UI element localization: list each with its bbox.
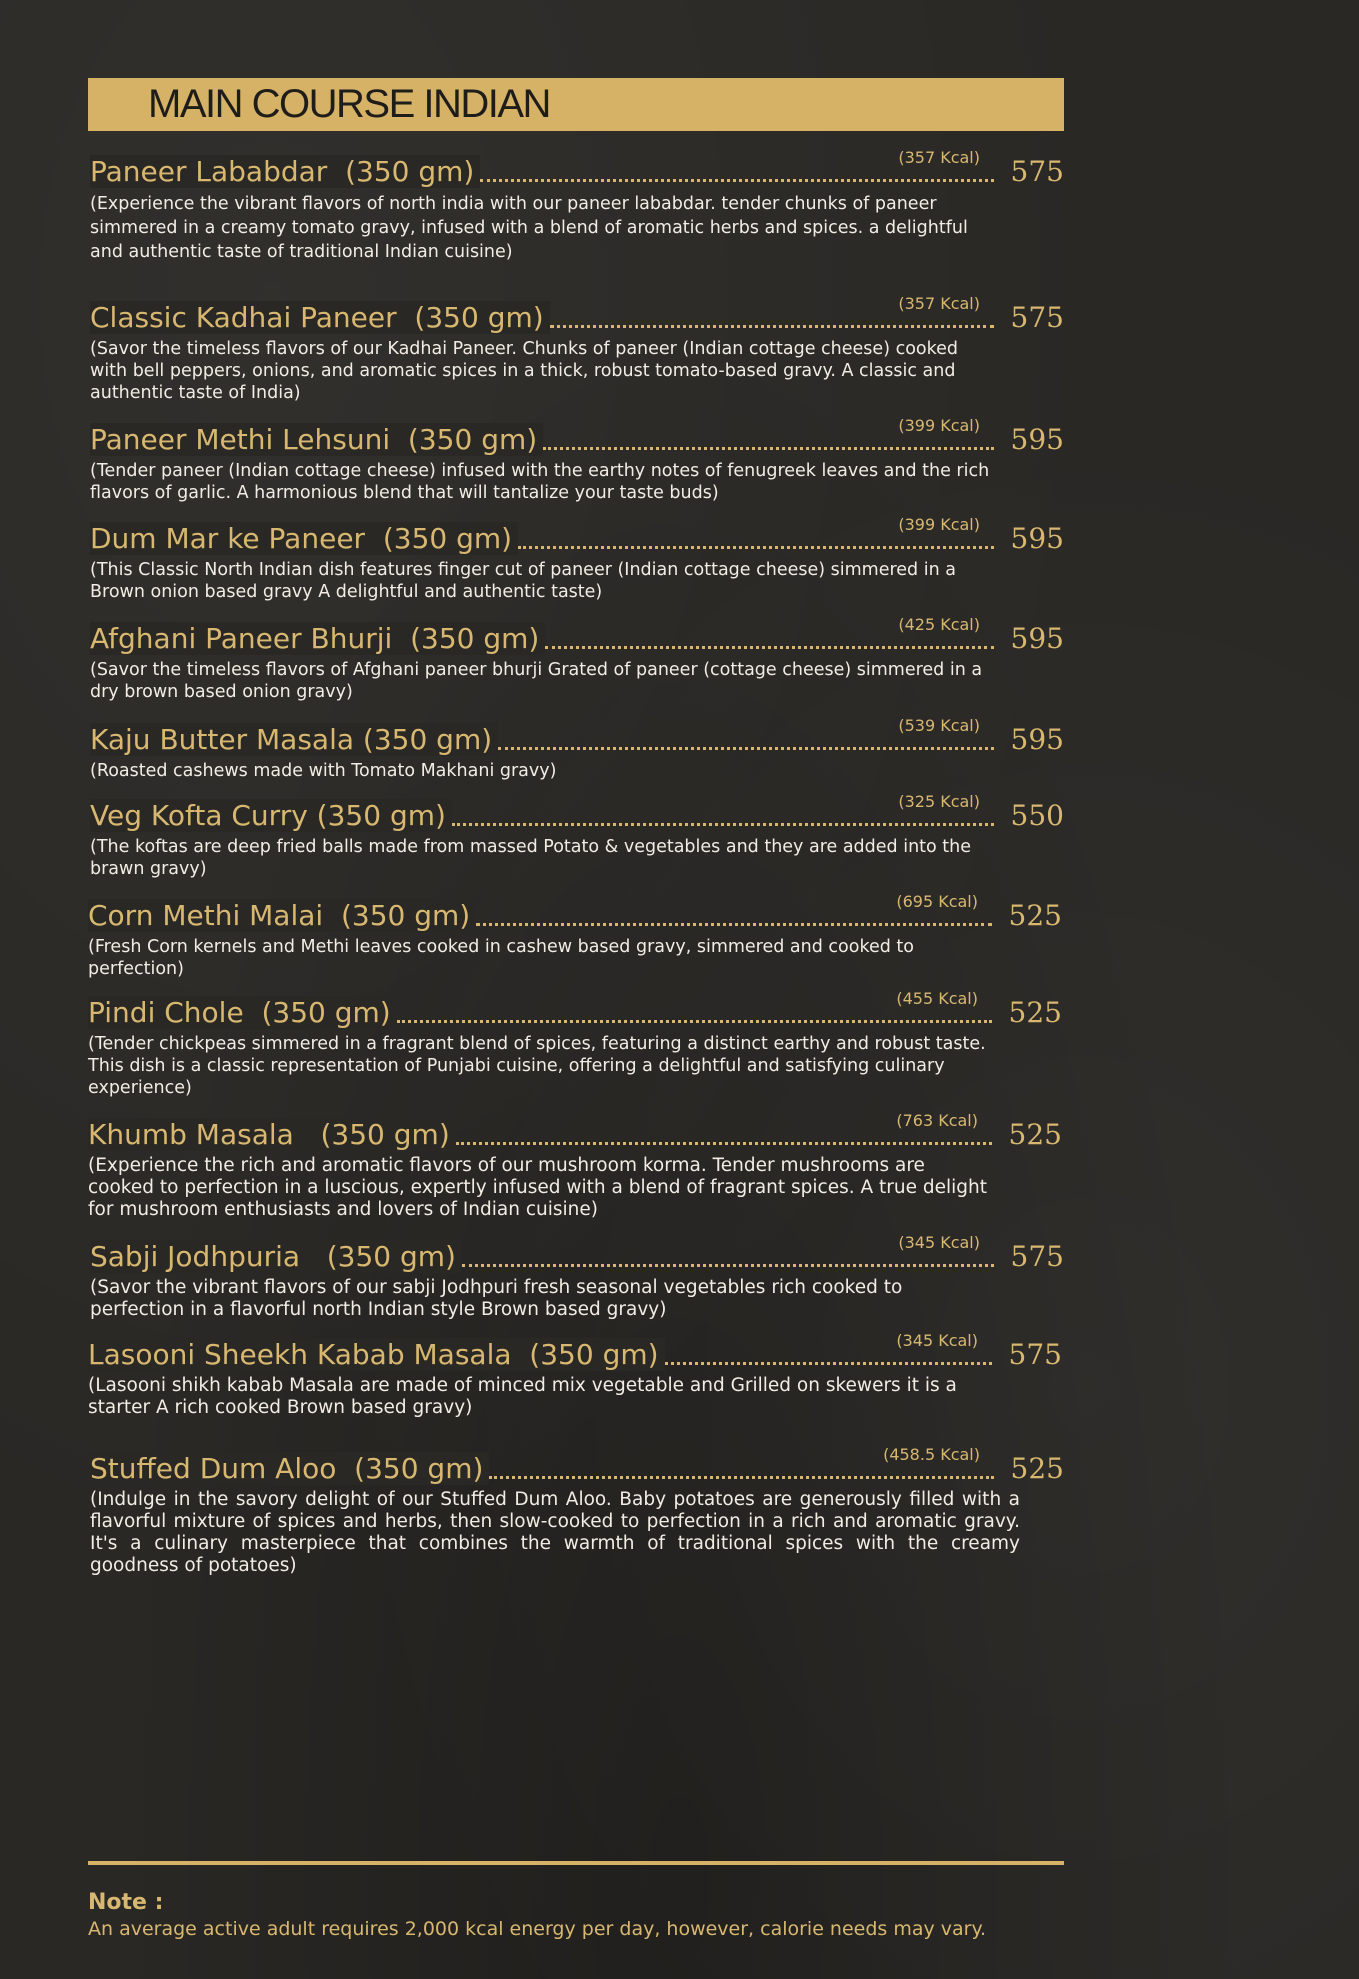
menu-item-price: 575 [1010,155,1064,188]
menu-item-name: Corn Methi Malai (350 gm) [88,899,476,932]
menu-item-row [88,716,1064,758]
dot-leader [476,923,992,926]
menu-item-row [88,615,1064,657]
menu-item-name: Kaju Butter Masala (350 gm) [90,723,498,756]
menu-item-kcal: (425 Kcal) [898,615,980,634]
menu-item-price: 550 [1010,799,1064,832]
note-label: Note : [88,1890,164,1915]
menu-item-row [86,1331,1062,1373]
menu-item-name: Stuffed Dum Aloo (350 gm) [90,1452,489,1485]
menu-item-row [88,1445,1064,1487]
menu-item-description: (Experience the rich and aromatic flavors of our mushroom korma. Tender mushrooms are cooked to perfection in a luscious, expertly infused with a blend of fragrant spices. A true delight for mushroom enthusiasts and lovers of Indian cuisine) [88,1155,988,1220]
menu-item [86,1331,1062,1419]
dot-leader [543,447,994,450]
menu-item [88,1445,1064,1577]
menu-item-description: (Savor the timeless flavors of Afghani paneer bhurji Grated of paneer (cottage cheese) simmered in a dry brown based onion gravy) [90,660,983,702]
menu-item [88,792,1064,880]
menu-item-row [88,515,1064,557]
dot-leader [489,1476,994,1479]
dot-leader [462,1264,994,1267]
menu-item-name: Classic Kadhai Paneer (350 gm) [90,301,550,334]
dot-leader [550,325,994,328]
menu-item-price: 595 [1010,723,1064,756]
menu-item-kcal: (399 Kcal) [898,416,980,435]
menu-item-price: 575 [1008,1338,1062,1371]
menu-item [88,716,1064,782]
menu-item [86,989,1062,1099]
menu-item [88,1233,1064,1321]
menu-item-kcal: (345 Kcal) [898,1233,980,1252]
menu-item-kcal: (695 Kcal) [896,892,978,911]
menu-item [88,515,1064,603]
menu-item-price: 525 [1008,1118,1062,1151]
menu-item-kcal: (325 Kcal) [898,792,980,811]
section-header-bar [88,78,1064,131]
menu-item-kcal: (357 Kcal) [898,148,980,167]
menu-item-row [88,792,1064,834]
menu-item-price: 595 [1010,522,1064,555]
menu-item-price: 525 [1010,1452,1064,1485]
menu-item-name: Afghani Paneer Bhurji (350 gm) [90,622,545,655]
dot-leader [518,546,994,549]
menu-item-name: Veg Kofta Curry (350 gm) [90,799,452,832]
menu-item-kcal: (455 Kcal) [896,989,978,1008]
menu-item-price: 595 [1010,622,1064,655]
menu-item-name: Khumb Masala (350 gm) [88,1118,456,1151]
menu-item-description: (Indulge in the savory delight of our Stuffed Dum Aloo. Baby potatoes are generously filled with a flavorful mixture of spices and herbs, then slow-cooked to perfection in a rich and aromatic gravy. It's a culinary masterpiece that combines the warmth of traditional spices with the creamy goodness of potatoes) [90,1489,1020,1576]
menu-item-row [86,892,1062,934]
menu-item-description: (Tender chickpeas simmered in a fragrant blend of spices, featuring a distinct earthy and robust taste. This dish is a classic representation of Punjabi cuisine, offering a delightful and satisfying culinary experience) [88,1034,986,1098]
menu-item-price: 525 [1008,996,1062,1029]
menu-item-price: 575 [1010,1240,1064,1273]
menu-item-row [88,148,1064,190]
menu-item-name: Lasooni Sheekh Kabab Masala (350 gm) [88,1338,665,1371]
menu-item-description: (Savor the vibrant flavors of our sabji Jodhpuri fresh seasonal vegetables rich cooked to perfection in a flavorful north Indian style Brown based gravy) [90,1277,903,1320]
menu-item-description: (Tender paneer (Indian cottage cheese) infused with the earthy notes of fenugreek leaves and the rich flavors of garlic. A harmonious blend that will tantalize your taste buds) [90,461,990,503]
menu-item [86,1111,1062,1221]
dot-leader [456,1142,992,1145]
dot-leader [665,1362,992,1365]
dot-leader [498,747,994,750]
menu-item-row [86,1111,1062,1153]
menu-item-description: (Lasooni shikh kabab Masala are made of minced mix vegetable and Grilled on skewers it is a starter A rich cooked Brown based gravy) [88,1375,957,1418]
menu-item-price: 525 [1008,899,1062,932]
dot-leader [397,1020,992,1023]
menu-item-kcal: (357 Kcal) [898,294,980,313]
menu-item-row [86,989,1062,1031]
dot-leader [452,823,994,826]
menu-item-name: Paneer Lababdar (350 gm) [90,155,480,188]
footer-divider [88,1861,1064,1865]
menu-item-description: (Savor the timeless flavors of our Kadhai Paneer. Chunks of paneer (Indian cottage cheese) cooked with bell peppers, onions, and aromatic spices in a thick, robust tomato-based gravy. A classic and authentic taste of India) [90,339,959,403]
menu-item-kcal: (539 Kcal) [898,716,980,735]
menu-item-description: (This Classic North Indian dish features finger cut of paneer (Indian cottage cheese) simmered in a Brown onion based gravy A delightful and authentic taste) [90,560,956,602]
menu-item-description: (Roasted cashews made with Tomato Makhani gravy) [90,761,557,781]
menu-item-price: 575 [1010,301,1064,334]
menu-item [86,892,1062,980]
menu-item-kcal: (345 Kcal) [896,1331,978,1350]
note-text: An average active adult requires 2,000 kcal energy per day, however, calorie needs may vary. [88,1918,987,1940]
menu-item-name: Paneer Methi Lehsuni (350 gm) [90,423,543,456]
dot-leader [480,179,994,182]
menu-item-name: Sabji Jodhpuria (350 gm) [90,1240,462,1273]
menu-item [88,615,1064,703]
menu-item-name: Dum Mar ke Paneer (350 gm) [90,522,518,555]
menu-item [88,148,1064,264]
menu-item-kcal: (399 Kcal) [898,515,980,534]
menu-item-price: 595 [1010,423,1064,456]
menu-item-description: (The koftas are deep fried balls made from massed Potato & vegetables and they are added into the brawn gravy) [90,837,972,879]
menu-item-row [88,416,1064,458]
menu-item-description: (Fresh Corn kernels and Methi leaves cooked in cashew based gravy, simmered and cooked to perfection) [88,937,914,979]
menu-item-kcal: (763 Kcal) [896,1111,978,1130]
section-title: MAIN COURSE INDIAN [148,82,550,126]
menu-item-kcal: (458.5 Kcal) [883,1445,980,1464]
menu-item-name: Pindi Chole (350 gm) [88,996,397,1029]
menu-item-description: (Experience the vibrant flavors of north india with our paneer lababdar. tender chunks of paneer simmered in a creamy tomato gravy, infused with a blend of aromatic herbs and spices. a delightful and authentic taste of traditional Indian cuisine) [90,194,968,262]
menu-item [88,294,1064,404]
menu-item-row [88,294,1064,336]
dot-leader [545,646,994,649]
menu-item [88,416,1064,504]
menu-item-row [88,1233,1064,1275]
